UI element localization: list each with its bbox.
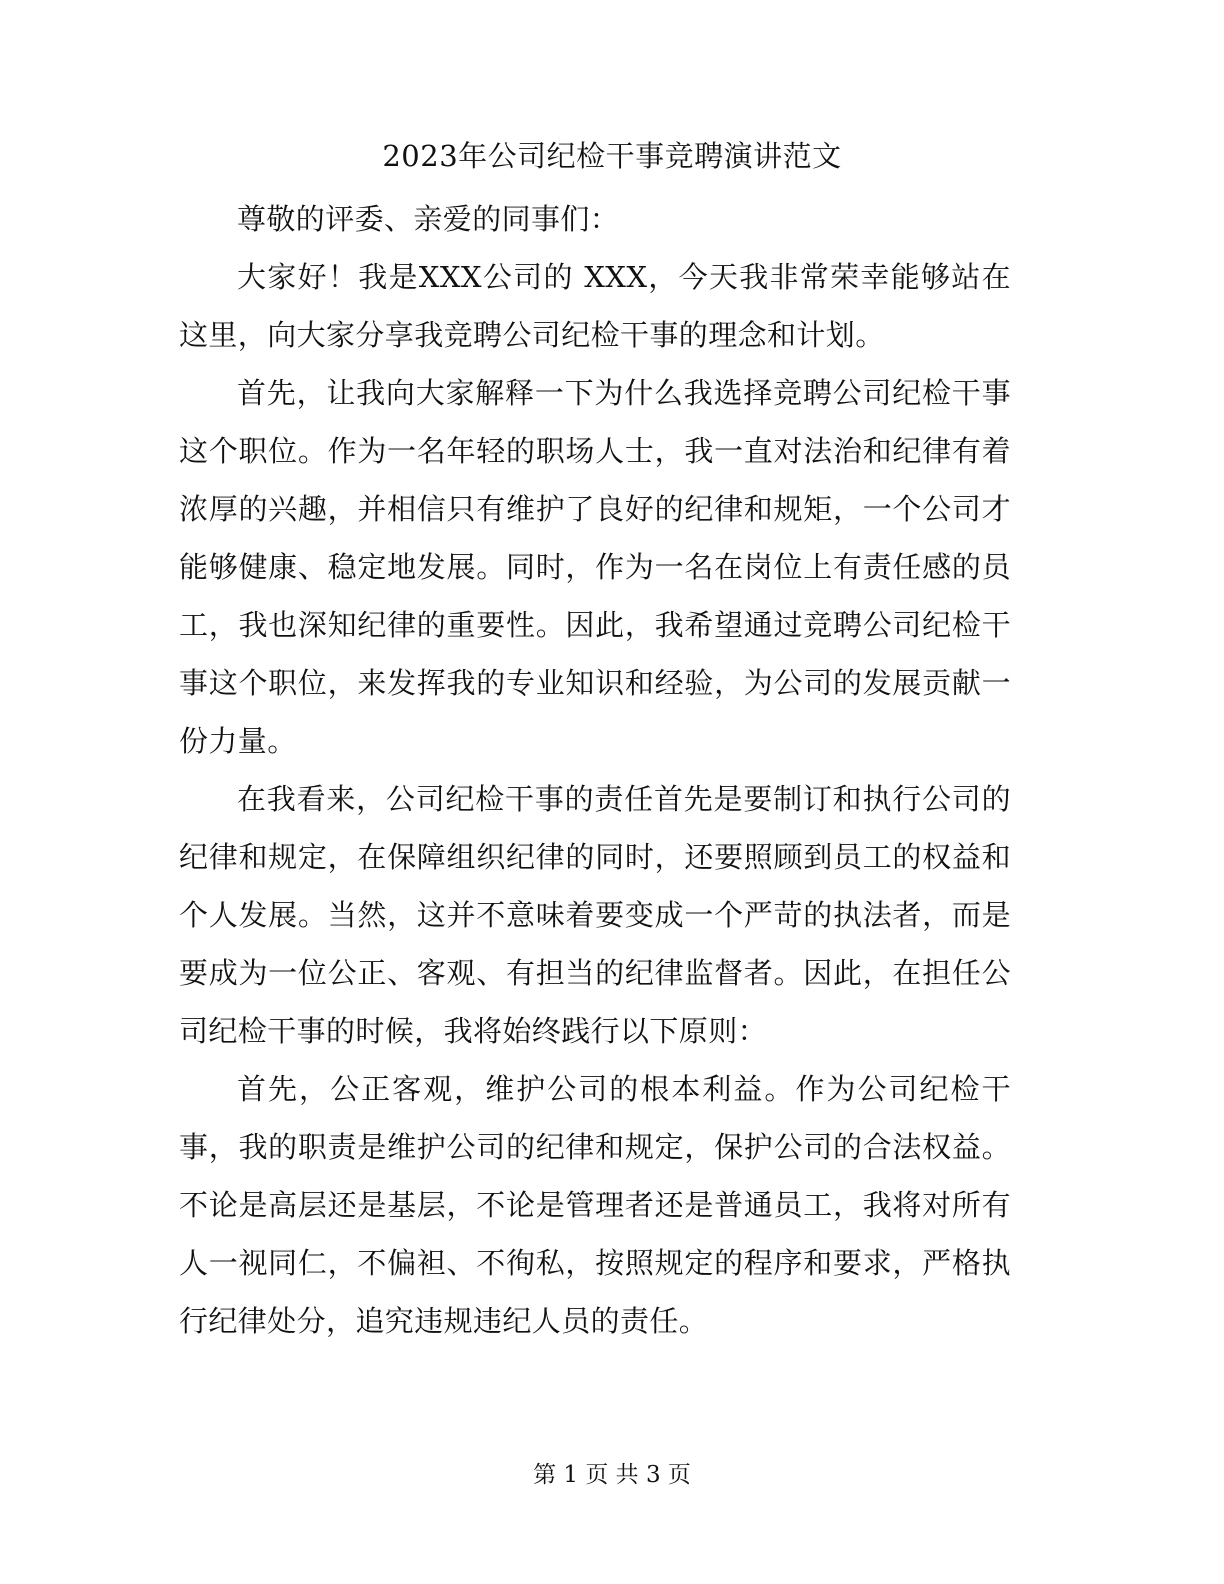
responsibility-paragraph: 在我看来，公司纪检干事的责任首先是要制订和执行公司的纪律和规定，在保障组织纪律的同时，还要照顾到员工的权益和个人发展。当然，这并不意味着要变成一个严苛的执法者，而是要成为一位公正、客观、有担当的纪律监督者。因此，在担任公司纪检干事的时候，我将始终践行以下原则： (179, 782, 1011, 1048)
page-number-footer: 第 1 页 共 3 页 (533, 1462, 691, 1488)
document-body (179, 190, 1011, 1350)
document-title: 2023年公司纪检干事竞聘演讲范文 (382, 139, 842, 173)
principle-paragraph: 首先，公正客观，维护公司的根本利益。作为公司纪检干事，我的职责是维护公司的纪律和规定，保护公司的合法权益。不论是高层还是基层，不论是管理者还是普通员工，我将对所有人一视同仁，不偏袒、不徇私，按照规定的程序和要求，严格执行纪律处分，追究违规违纪人员的责任。 (179, 1072, 1011, 1338)
motivation-paragraph: 首先，让我向大家解释一下为什么我选择竞聘公司纪检干事这个职位。作为一名年轻的职场人士，我一直对法治和纪律有着浓厚的兴趣，并相信只有维护了良好的纪律和规矩，一个公司才能够健康、稳定地发展。同时，作为一名在岗位上有责任感的员工，我也深知纪律的重要性。因此，我希望通过竞聘公司纪检干事这个职位，来发挥我的专业知识和经验，为公司的发展贡献一份力量。 (179, 376, 1011, 758)
greeting-paragraph: 大家好！我是XXX公司的 XXX，今天我非常荣幸能够站在这里，向大家分享我竞聘公司纪检干事的理念和计划。 (179, 260, 1011, 352)
salutation-paragraph: 尊敬的评委、亲爱的同事们： (237, 202, 620, 236)
